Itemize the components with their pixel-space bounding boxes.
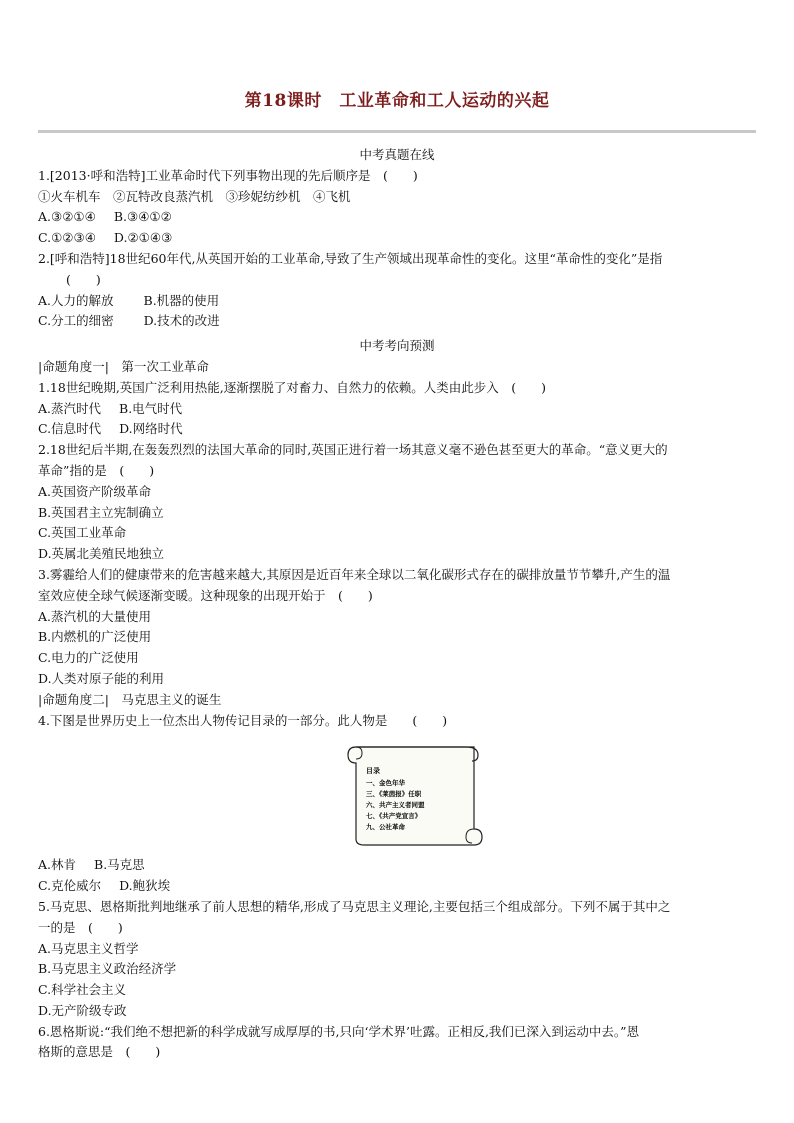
option: C.①②③④ xyxy=(38,230,96,246)
answer-blank: ( ) xyxy=(66,271,101,287)
options-row xyxy=(38,207,756,228)
question-stem: 1.18世纪晚期,英国广泛利用热能,逐渐摆脱了对畜力、自然力的依赖。人类由此步入 ( ) xyxy=(38,379,547,395)
options-row xyxy=(38,228,756,249)
option: C.英国工业革命 xyxy=(38,525,127,541)
option: B.机器的使用 xyxy=(143,292,220,308)
option: A.蒸汽机的大量使用 xyxy=(38,608,152,624)
scroll-figure xyxy=(38,739,756,851)
scroll-illustration xyxy=(338,739,488,849)
option: B.马克思 xyxy=(94,857,145,873)
option: C.克伦威尔 xyxy=(38,878,102,894)
option: A.蒸汽时代 xyxy=(38,400,102,416)
option: B.电气时代 xyxy=(119,400,183,416)
option: C.电力的广泛使用 xyxy=(38,650,139,666)
option: C.分工的细密 xyxy=(38,313,114,329)
option: D.英属北美殖民地独立 xyxy=(38,546,165,562)
page-title: 第18课时 工业革命和工人运动的兴起 xyxy=(244,91,550,111)
option: A.人力的解放 xyxy=(38,292,114,308)
question-stem: 6.恩格斯说:“我们绝不想把新的科学成就写成厚厚的书,只向‘学术界’吐露。正相反,我们已深入到运动中去。”恩 xyxy=(38,1023,640,1039)
topic-angle-heading: |命题角度二| 马克思主义的诞生 xyxy=(38,691,222,707)
option: A.马克思主义哲学 xyxy=(38,940,139,956)
scroll-heading: 目录 xyxy=(366,767,380,776)
option: D.网络时代 xyxy=(119,421,183,437)
question-stem-continued: 格斯的意思是 ( ) xyxy=(38,1044,161,1060)
scroll-line: 七、《共产党宣言》 xyxy=(366,812,422,821)
scroll-line: 三、《莱茵报》任职 xyxy=(366,790,422,799)
question-stem-continued: 革命”指的是 ( ) xyxy=(38,462,155,478)
question-items: ①火车机车 ②瓦特改良蒸汽机 ③珍妮纺纱机 ④飞机 xyxy=(38,188,351,204)
question-stem-continued: 室效应使全球气候逐渐变暖。这种现象的出现开始于 ( ) xyxy=(38,587,373,603)
option: B.内燃机的广泛使用 xyxy=(38,629,152,645)
option: D.人类对原子能的利用 xyxy=(38,670,165,686)
section-heading-forecast: 中考考向预测 xyxy=(359,338,435,354)
options-row xyxy=(38,419,756,440)
option: D.鲍狄埃 xyxy=(119,878,171,894)
question-stem: 4.下图是世界历史上一位杰出人物传记目录的一部分。此人物是 ( ) xyxy=(38,712,448,728)
question-stem-continued: 一的是 ( ) xyxy=(38,919,123,935)
option: C.科学社会主义 xyxy=(38,982,127,998)
question-stem: 1.[2013·呼和浩特]工业革命时代下列事物出现的先后顺序是 ( ) xyxy=(38,167,418,183)
option: D.②①④③ xyxy=(113,230,173,246)
question-stem: 5.马克思、恩格斯批判地继承了前人思想的精华,形成了马克思主义理论,主要包括三个组成部分。下列不属于其中之 xyxy=(38,898,671,914)
scroll-line: 六、共产主义者同盟 xyxy=(366,801,425,810)
option: A.林肯 xyxy=(38,857,77,873)
option: B.英国君主立宪制确立 xyxy=(38,504,164,520)
option: D.无产阶级专政 xyxy=(38,1002,127,1018)
content xyxy=(38,145,756,1063)
options-row xyxy=(38,399,756,420)
options-row xyxy=(38,876,756,897)
title-divider xyxy=(38,130,756,133)
scroll-line: 九、公社革命 xyxy=(366,823,405,832)
options-row xyxy=(38,291,756,312)
question-stem: 2.[呼和浩特]18世纪60年代,从英国开始的工业革命,导致了生产领域出现革命性的变化。这里“革命性的变化”是指 xyxy=(38,250,663,266)
options-row xyxy=(38,855,756,876)
option: A.英国资产阶级革命 xyxy=(38,483,152,499)
scroll-line: 一、金色年华 xyxy=(366,779,405,788)
option: C.信息时代 xyxy=(38,421,102,437)
option: B.马克思主义政治经济学 xyxy=(38,961,177,977)
options-row xyxy=(38,311,756,332)
question-stem: 2.18世纪后半期,在轰轰烈烈的法国大革命的同时,英国正进行着一场其意义毫不逊色甚至更大的革命。“意义更大的 xyxy=(38,442,668,458)
option: A.③②①④ xyxy=(38,209,96,225)
question-stem: 3.雾霾给人们的健康带来的危害越来越大,其原因是近百年来全球以二氧化碳形式存在的碳排放量节节攀升,产生的温 xyxy=(38,566,671,582)
topic-angle-heading: |命题角度一| 第一次工业革命 xyxy=(38,358,209,374)
option: B.③④①② xyxy=(113,209,172,225)
section-heading-exam: 中考真题在线 xyxy=(359,147,435,162)
option: D.技术的改进 xyxy=(143,313,220,329)
